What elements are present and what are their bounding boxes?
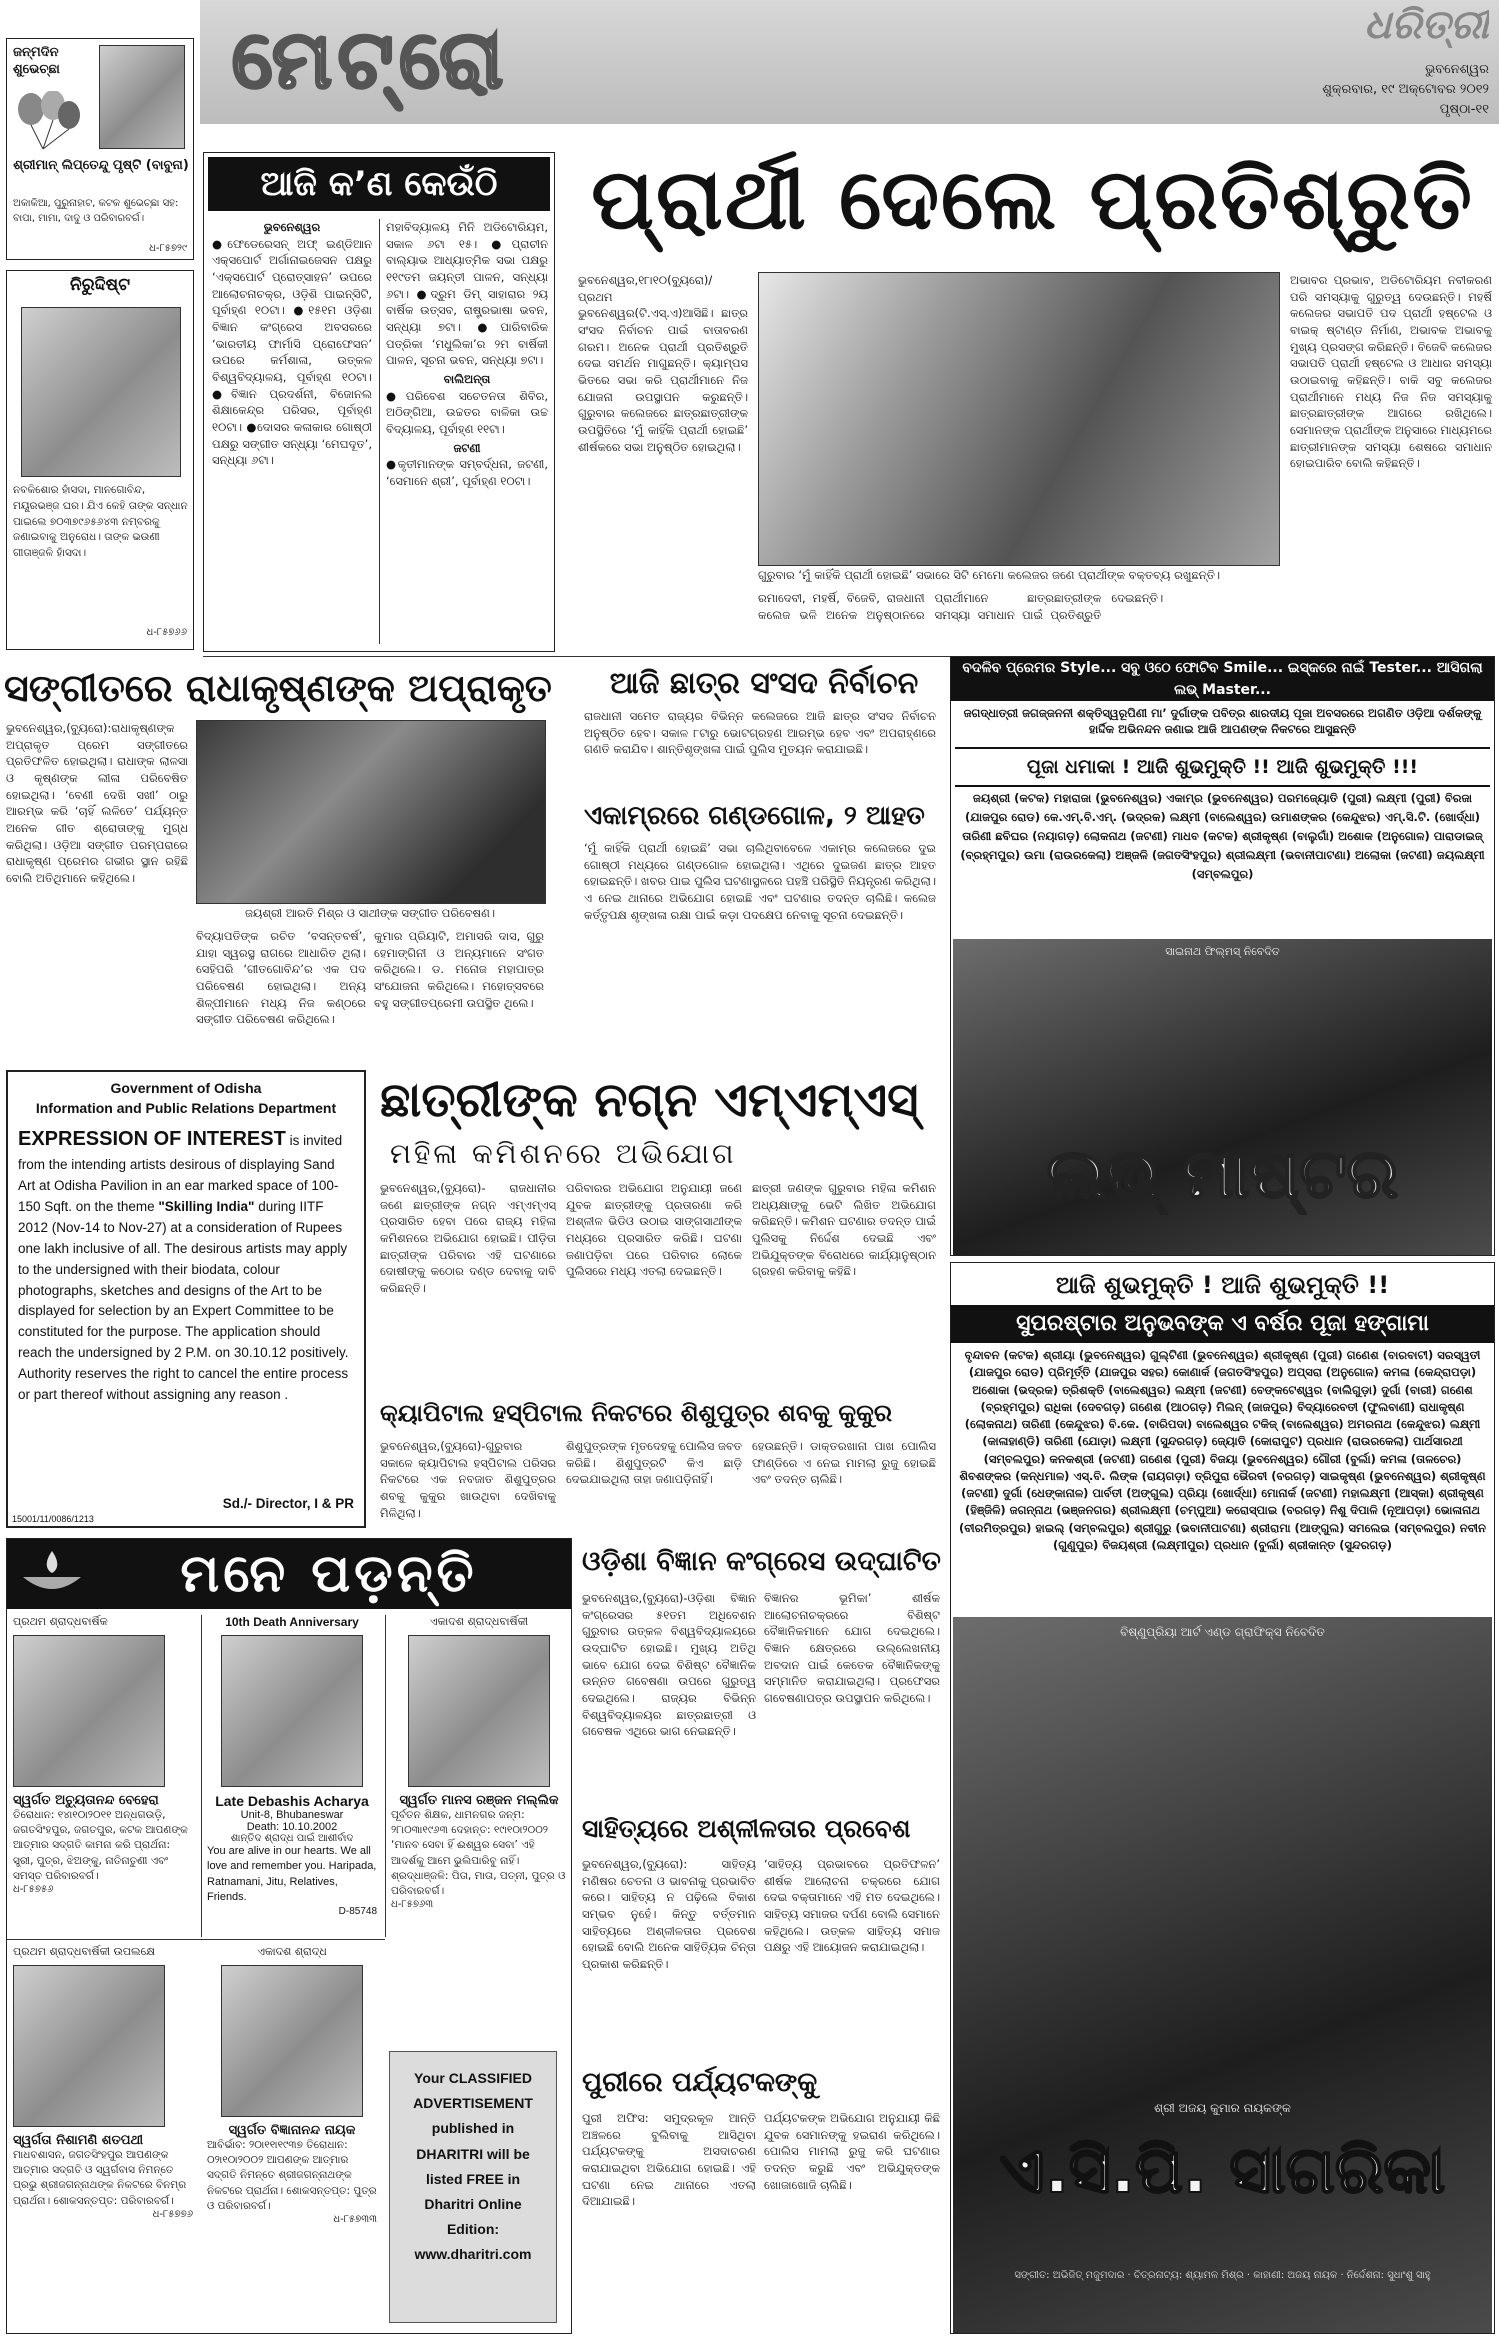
superstar-theatres: ବୃନ୍ଦାବନ (କଟକ) ଶ୍ରୀୟା (ଭୁବନେଶ୍ୱର) ଗୁଲ୍ଟିଣୀ (ଭୁବନେଶ୍ୱର) ଶ୍ରୀକୃଷ୍ଣ (ପୁରୀ) ଗଣେଶ (ବାରବାଟୀ) ସରସ୍ୱତୀ (ଯାଜପୁର ରୋଡ) ପ୍ରିମୂର୍ତ୍ତି (ଯାଜପୁର ସହର) କୋଣାର୍କ (ଜଗତସିଂହପୁର) ଅପ୍ସରା (ଅନୁଗୋଳ) କମଳା (କେନ୍ଦ୍ରାପଡ଼ା) ଅଶୋକା (ଭଦ୍ରକ) ତ୍ରିଶକ୍ତି (ବାଲେଶ୍ୱର) ଲକ୍ଷ୍ମୀ (ଜଟଣୀ) ବେଙ୍କଟେଶ୍ୱର (ବାଲିଗୁଡ଼ା) ଦୁର୍ଗା (ବାରୀ) ଗଣେଶ (ବ୍ରହ୍ମପୁର) ରାଧିକା (ଦେବଗଡ଼) ଗଣେଶ (ଆଠଗଡ଼) ମିଲନ୍ (ଜାଜପୁର) ବିଦ୍ୟାରେବତୀ (ଫୁଲବାଣୀ) ରାଧାକୃଷ୍ଣ (ଲୋକନାଥ) ତାରିଣୀ (କେନ୍ଦୁଝର) ବି.କେ. (ବାରିପଦା) ବାଲେଶ୍ୱର ଟକିଜ୍ (ବାଲେଶ୍ୱର) ଅମରନାଥ (କେନ୍ଦୁଝର) ଲକ୍ଷ୍ମୀ (କାଳାହାଣ୍ଡି) ତାରିଣୀ (ଯୋଡ଼ା) ଲକ୍ଷ୍ମୀ (ସୁନ୍ଦରଗଡ଼) ଜ୍ୟୋତି (କୋରାପୁଟ) ପ୍ରଧାନ (ରାଉରକେଲା) ପାର୍ଥସାରଥୀ (ସମ୍ବଲପୁର) କନକଶ୍ରୀ (ଜଟଣୀ) ଗଣେଶ (ପୁରୀ) ବିଜୟା (ଭୁବନେଶ୍ୱର) ଗୌରୀ (ବୁର୍ଲା) କମଳା (ତାଳଚେର) ଶିବଶଙ୍କର (କନ୍ଧମାଳ) ଏସ୍.ବି. ଲିଙ୍କ (ରାୟଗଡ଼ା) ତ୍ରିପୁରା ଭୈରବୀ (ବରଗଡ଼) ସାଇକୃଷ୍ଣ (ଭୁବନେଶ୍ୱର) ଶ୍ରୀକୃଷ୍ଣ (ଜଟଣୀ) ଦୁର୍ଗା (ଧେଙ୍କାନାଳ) ପାର୍ବତୀ (ଅଙ୍ଗୁଲ) ପ୍ରିୟା (ଖୋର୍ଦ୍ଧା) ମୋନାର୍କ (ଜଟଣୀ) ମହାଲକ୍ଷ୍ମୀ (ଆସ୍କା) ଶ୍ରୀକୃଷ୍ଣ (ହିଞ୍ଜିଳି) ଜଗନ୍ନାଥ (ଭଞ୍ଜନଗର) ଶ୍ରୀଲକ୍ଷ୍ମୀ (ଚମ୍ପୁଆ) କରୋସ୍ପାଇ (ବରଗଡ଼) ନିଶୁ ଦିପାଳି (ନୂଆପଡ଼ା) ଭୋଳାନାଥ (ବୀରମିତ୍ରପୁର) ହାଇଲ୍ (ସମ୍ବଲପୁର) ଶ୍ରୀଗୁରୁ (ଭବାନୀପାଟଣା) ଶ୍ରୀରାମା (ଆଙ୍ଗୁଲ) ସମଲେଇ (ସମ୍ବଲପୁର) ନବୀନ (ଗୁଣୁପୁର) ବିଜୟଶ୍ରୀ (ଲକ୍ଷ୍ମୀପୁର) ପ୍ରଧାନ (ବୁର୍ଲା) ଶ୍ରୀକାନ୍ତ (ସୁନ୍ଦରଗଡ଼) <box>959 1348 1486 1552</box>
dog-col1: ଭୁବନେଶ୍ୱର,(ବ୍ୟୁରୋ)-ଗୁରୁବାର ସକାଳେ କ୍ୟାପିଟାଲ ହସ୍ପିଟାଲ ପରିସର ନିକଟରେ ଏକ ନବଜାତ ଶିଶୁପୁତ୍ରର ଶବକୁ କୁକୁର ଖାଉଥିବା ଦେଖିବାକୁ ମିଳିଥିଲା। <box>380 1439 556 1520</box>
puri-col1: ପୁରୀ ଅଫିସ: ସମୁଦ୍ରକୂଳ ଆନ୍ତି ଅଞ୍ଚଳରେ ବୁଲିବାକୁ ଆସିଥିବା ପର୍ଯ୍ୟଟକଙ୍କୁ ଅସଦାଚରଣ କରାଯାଇଥିବା ଅଭିଯୋଗ ହୋଇଛି। ଏହି ଘଟଣା ନେଇ ଥାନାରେ ଏତଲା ଦିଆଯାଇଛି। <box>582 2111 756 2209</box>
p1-ref: ଧ-୮୫୭୫୬ <box>13 1884 54 1896</box>
eoi-org2: Information and Public Relations Department <box>35 1100 337 1116</box>
classified-l5: listed FREE in <box>425 2170 521 2187</box>
birthday-ref: ଧ-୮୫୭୨୯ <box>149 243 187 254</box>
section-title: ମେଟ୍ରୋ <box>232 13 510 106</box>
p4-photo <box>13 1965 165 2127</box>
music-col1: ଭୁବନେଶ୍ୱର,(ବ୍ୟୁରୋ):ରାଧାକୃଷ୍ଣଙ୍କ ଅପ୍ରାକୃତ ପ୍ରେମ ସଙ୍ଗୀତରେ ପ୍ରତିଫଳିତ ହୋଇଥିଲା। ରାଧାଙ୍କ ଲାଳସା ଓ କୃଷ୍ଣଙ୍କ ଲୀଳା ପରିବେଷିତ ହୋଇଥିଲା। ‘ବେଣୀ ଦେଖି ସଖୀ’ ଠାରୁ ଆରମ୍ଭ କରି ‘ଚାହିଁ ଲଳିତେ’ ପର୍ଯ୍ୟନ୍ତ ଅନେକ ଗୀତ ଶ୍ରୋତାଙ୍କୁ ମୁଗ୍ଧ କରିଥିଲା। ଓଡ଼ିଆ ସଙ୍ଗୀତ ପରମ୍ପରାରେ ରାଧାକୃଷ୍ଣ ପ୍ରେମର ଗଭୀର ସ୍ଥାନ ରହିଛି ବୋଲି ଅତିଥିମାନେ କହିଥିଲେ। <box>6 721 188 886</box>
music-col2: ବିଦ୍ୟାପତିଙ୍କ ରଚିତ ‘ବସନ୍ତବର୍ଷ’, ଯାହା ସ୍ୱରସ୍ଥ ରାଗରେ ଆଧାରିତ ଥିଲା। ସେହିପରି ‘ଗୀତଗୋବିନ୍ଦ’ର ଏକ ପଦ ପରିବେଷଣ ହୋଇଥିଲା। ଅନ୍ୟ ଶିଳ୍ପୀମାନେ ମଧ୍ୟ ନିଜ କଣ୍ଠରେ ସଙ୍ଗୀତ ପରିବେଷଣ କରିଥିଲେ। <box>196 929 366 1027</box>
birthday-name: ଶ୍ରୀମାନ୍ ଲିପ୍ତେନ୍ଦୁ ପୃଷ୍ଟି (ବାବୁନା) <box>13 158 189 173</box>
science-col1: ଭୁବନେଶ୍ୱର,(ବ୍ୟୁରୋ)-ଓଡ଼ିଶା ବିଜ୍ଞାନ କଂଗ୍ରେସର ୫୧ତମ ଅଧିବେଶନ ଗୁରୁବାର ଉତ୍କଳ ବିଶ୍ୱବିଦ୍ୟାଳୟରେ ଉଦ୍‌ଘାଟିତ ହୋଇଛି। ମୁଖ୍ୟ ଅତିଥି ଭାବେ ଯୋଗ ଦେଇ ବିଶିଷ୍ଟ ବୈଜ୍ଞାନିକ ଉନ୍ନତ ଗବେଷଣା ଉପରେ ଗୁରୁତ୍ୱ ଦେଇଥିଲେ। ରାଜ୍ୟର ବିଭିନ୍ନ ବିଶ୍ୱବିଦ୍ୟାଳୟର ଛାତ୍ରଛାତ୍ରୀ ଓ ଗବେଷକ ଏଥିରେ ଭାଗ ନେଇଛନ୍ତି। <box>582 1591 756 1739</box>
p2-label: 10th Death Anniversary <box>225 1615 359 1629</box>
masthead-date: ଶୁକ୍ରବାର, ୧୯ ଅକ୍ଟୋବର ୨୦୧୨ <box>1322 82 1489 97</box>
remembrance-header <box>7 1539 571 1609</box>
classified-l3: published in <box>431 2120 515 2137</box>
p2-text1: Unit-8, Bhubaneswar <box>240 1809 344 1821</box>
eoi-theme: "Skilling India" <box>158 1198 255 1214</box>
classified-l1: Your CLASSIFIED <box>414 2070 532 2086</box>
remembrance-person-4 <box>13 1945 193 2329</box>
classified-l7: Edition: <box>446 2221 500 2238</box>
parliament-sub-headline: ଏକାମ୍ରରେ ଗଣ୍ଡଗୋଳ, ୨ ଆହତ <box>584 801 925 831</box>
remembrance-person-1 <box>13 1615 193 1935</box>
eoi-title: EXPRESSION OF INTEREST <box>18 1128 286 1150</box>
p5-name: ସ୍ୱର୍ଗତ ବିଜ୍ଞାନାନନ୍ଦ ନାୟକ <box>228 2123 356 2138</box>
p3-label: ଏକାଦଶ ଶ୍ରାଦ୍ଧବାର୍ଷିକୀ <box>429 1615 529 1628</box>
music-headline: ସଙ୍ଗୀତରେ ରାଧାକୃଷ୍ଣଙ୍କ ଅପ୍ରାକୃତ <box>4 666 552 710</box>
birthday-notice <box>6 38 194 260</box>
events-col2-text: ମହାବିଦ୍ୟାଳୟ ମିନି ଅଡିଟୋରିୟମ, ସକାଳ ୬ଟା ୧୫। ●ପ୍ରାଚୀନ ବାଲ୍ୟାଭ ଆଧ୍ୟାତ୍ମିକ ସଭା ପକ୍ଷରୁ ୧୧୯ତମ ଜୟନ୍ତୀ ପାଳନ, ସନ୍ଧ୍ୟା ୬ଟା। ●ଦ୍ରୁମ ଡିମ୍ ସାହାରାର ୨ୟ ବାର୍ଷିକ ଉତ୍ସବ, ରାଷ୍ଟ୍ରଭାଷା ଭବନ, ସନ୍ଧ୍ୟା ୭ଟା। ●ପାରିବାରିକ ପତ୍ରିକା ‘ମଧୁଲିକା’ର ୨ମ ବାର୍ଷିକୀ ପାଳନ, ସୂଚନା ଭବନ, ସନ୍ଧ୍ୟା ୭ଟା। <box>386 220 548 368</box>
events-col2 <box>386 219 548 644</box>
p1-name: ସ୍ୱର୍ଗତ ଅଚ୍ୟୁତାନନ୍ଦ ବେହେରା <box>13 1793 159 1808</box>
missing-ref: ଧ-୮୫୭୬୬ <box>146 627 187 638</box>
eoi-org1: Government of Odisha <box>110 1080 262 1096</box>
remembrance-person-2 <box>207 1615 377 1935</box>
events-col2c-text: ●କୃତୀମାନଙ୍କ ସମ୍ବର୍ଦ୍ଧନା, ଜଟଣୀ, ‘ସେମାନେ ଶ୍ରୀ’, ପୂର୍ବାହ୍ଣ ୧୦ଟା। <box>386 457 548 489</box>
love-master-title: ଲଭ୍ ମାଷ୍ଟର <box>1046 1135 1399 1214</box>
events-col1-text: ●ଫେଡେରେସନ୍ ଅଫ୍ ଇଣ୍ଡିଆନ ଏକ୍ସପୋର୍ଟ ଅର୍ଗାନାଇଜେସନ ପକ୍ଷରୁ ‘ଏକ୍ସପୋର୍ଟ ପ୍ରୋତ୍ସାହନ’ ଉପରେ ଆଲୋଚନାଚକ୍ର, ଓଡ଼ିଶି ପାଇନ୍‌ସିଟି, ପୂର୍ବାହ୍ଣ ୧୦ଟା। ●୧୫୧ମ ଓଡ଼ିଶା ବିଜ୍ଞାନ କଂଗ୍ରେସ ଅବସରରେ ‘ଭାରତୀୟ ଫାର୍ମାସି ପ୍ରୋଫେସନ’ ଉପରେ କର୍ମଶାଳା, ଉତ୍କଳ ବିଶ୍ୱବିଦ୍ୟାଳୟ, ପୂର୍ବାହ୍ଣ ୧୦ଟା। ●ବିଜ୍ଞାନ ପ୍ରଦର୍ଶନୀ, ବିଜୋନଲ ଶିକ୍ଷାକେନ୍ଦ୍ର ପରିସର, ପୂର୍ବାହ୍ଣ ୧୦ଟା। ●ଦୋସର କଳାକାର ଗୋଷ୍ଠୀ ପକ୍ଷରୁ ସଙ୍ଗୀତ ସନ୍ଧ୍ୟା ‘ମେଘଦୂତ’, ସନ୍ଧ୍ୟା ୬ଟା। <box>212 236 372 468</box>
p1-label: ପ୍ରଥମ ଶ୍ରାଦ୍ଧବାର୍ଷିକ <box>13 1615 108 1628</box>
p4-name: ସ୍ୱର୍ଗତା ନିଶାମଣି ଶତପଥୀ <box>13 2133 144 2148</box>
lead-col-right: ଅଭାବର ପ୍ରଭାବ, ଅଡିଟୋରିୟମ ନବୀକରଣ ପରି ସମସ୍ୟାକୁ ଗୁରୁତ୍ୱ ଦେଉଛନ୍ତି। ମହର୍ଷି କଲେଜର ସଭାପତି ପଦ ପ୍ରାର୍ଥୀ ହଷ୍ଟେଲ ଓ ବାଇକ୍ ଷ୍ଟାଣ୍ଡ ନିର୍ମାଣ, ଅଭାବକ ଅଭାବକୁ ମୁଖ୍ୟ ପ୍ରସଙ୍ଗ କରିଛନ୍ତି। ବିଜେବି କଲେଜର ସଭାପତି ପ୍ରାର୍ଥୀ ହଷ୍ଟେଲ ଓ ଆଧାର ସମସ୍ୟା ଉଠାଇବାକୁ କହିଛନ୍ତି। ବାକି ସବୁ କଲେଜର ପ୍ରାର୍ଥୀମାନେ ମଧ୍ୟ ନିଜ ନିଜ ସମସ୍ୟାକୁ ଛାତ୍ରଛାତ୍ରୀଙ୍କ ଆଗରେ ରଖିଥିଲେ। ସେମାନଙ୍କ ପ୍ରାର୍ଥୀଙ୍କ ଅନୁସାରେ ମାଧ୍ୟମରେ ଛାତ୍ରୀମାନଙ୍କ ସମସ୍ୟା ଶେଷରେ ସମାଧାନ ହୋଇପାରିବ ବୋଲି କହିଛନ୍ତି। <box>1290 273 1492 471</box>
remembrance-title: ମନେ ପଡ଼ନ୍ତି <box>180 1544 478 1604</box>
eoi-body2: during IITF 2012 (Nov-14 to Nov-27) at a consideration of Rupees one lakh inclusive of all. The desirous artists may apply to the undersigned with their biodata, colour photographs, sketches and designs of the Art to be displayed for selection by an Expert Committee to be constituted for the purpose. The application should reach the undersigned by 2 P.M. on 30.10.12 positively. Authority reserves the right to cancel the entire process or part thereof without assigning any reason . <box>18 1198 349 1403</box>
science-headline: ଓଡ଼ିଶା ବିଜ୍ଞାନ କଂଗ୍ରେସ ଉଦ୍‌ଘାଟିତ <box>582 1546 941 1577</box>
masthead-page: ପୃଷ୍ଠା-୧୧ <box>1439 102 1489 117</box>
obscenity-col2: ‘ସାହିତ୍ୟ ପ୍ରଭାବରେ ପ୍ରତିଫଳନ’ ଶୀର୍ଷକ ଆଲୋଚନା ଚକ୍ରରେ ଯୋଗ ଦେଇ ବକ୍ତାମାନେ ଏହି ମତ ଦେଇଥିଲେ। ସାହିତ୍ୟ ସମାଜର ଦର୍ପଣ ବୋଲି ସେମାନେ କହିଥିଲେ। ଉତ୍କଳ ସାହିତ୍ୟ ସମାଜ ପକ୍ଷରୁ ଏହି ଆୟୋଜନ କରାଯାଇଥିଲା। <box>764 1857 940 1955</box>
p5-ref: ଧ-୮୫୭୩୩ <box>333 2214 377 2226</box>
events-box <box>203 152 555 652</box>
music-col3: କୁମାର ପ୍ରିୟାଟି, ଅମାସରି ଦାସ, ଗୁରୁ ହେମାଙ୍ଗିନୀ ଓ ଅନ୍ୟମାନେ ସଂଗତ କରିଥିଲେ। ଡ. ମନୋଜ ମହାପାତ୍ର ସଂଯୋଜନା କରିଥିଲେ। ମହୋତ୍ସବରେ ବହୁ ସଙ୍ଗୀତପ୍ରେମୀ ଉପସ୍ଥିତ ଥିଲେ। <box>374 929 544 1010</box>
p5-photo <box>221 1965 363 2117</box>
parliament-headline: ଆଜି ଛାତ୍ର ସଂସଦ ନିର୍ବାଚନ <box>609 666 919 701</box>
puja-theatres: ଜୟଶ୍ରୀ (କଟକ) ମହାରାଜା (ଭୁବନେଶ୍ୱର) ଏକାମ୍ର (ଭୁବନେଶ୍ୱର) ପରମଜ୍ୟୋତି (ପୁରୀ) ଲକ୍ଷ୍ମୀ (ପୁରୀ) ବିରଜା (ଯାଜପୁର ରୋଡ) କେ.ଏମ୍.ବି.ଏମ୍. (ଭଦ୍ରକ) ଲକ୍ଷ୍ମୀ (ବାଲେଶ୍ୱର) ଉମାଶଙ୍କର (କେନ୍ଦୁଝର) ଏମ୍.ସି.ଟି. (ଖୋର୍ଦ୍ଧା) ତାରିଣୀ ଛବିଘର (ନୟାଗଡ଼) ଲୋକନାଥ (ଜଟଣୀ) ମାଧବ (କଟକ) ଶ୍ରୀକୃଷ୍ଣ (ବାଲୁଗାଁ) ଅଶୋକ (ଅନୁଗୋଳ) ପାରାଡାଇଜ୍ (ବ୍ରହ୍ମପୁର) ଉମା (ରାଉରକେଲା) ଅଞ୍ଜଳି (ଜଗତସିଂହପୁର) ଶ୍ରୀଲକ୍ଷ୍ମୀ (ଭବାନୀପାଟଣା) ଅଲୋକା (ଜଟଣୀ) ଜୟଲକ୍ଷ୍ମୀ (ସମ୍ବଲପୁର) <box>960 791 1485 881</box>
events-city3: ଜଟଣୀ <box>453 440 481 455</box>
birthday-heading: ଜନ୍ମଦିନ ଶୁଭେଚ୍ଛା <box>13 45 60 77</box>
superstar-presenter: ବିଷ୍ଣୁପ୍ରିୟା ଆର୍ଟ ଏଣ୍ଡ ଗ୍ରାଫିକ୍ସ ନିବେଦିତ <box>1120 1625 1325 1639</box>
p4-ref: ଧ-୮୫୭୭୬ <box>152 2208 193 2220</box>
p3-text: ପୂର୍ବତନ ଶିକ୍ଷକ, ଧାମନଗର ଜନ୍ମ: ୨୮ା୦୩ା୧୯୬୩ ଦେହାନ୍ତ: ୧୯ା୧୦ା୨୦୦୨ ‘ମାନବ ସେବା ହିଁ ଈଶ୍ୱର ସେବା’ ଏହି ଆଦର୍ଶକୁ ଆମେ ଭୁଲିପାରିବୁ ନାହିଁ। ଶ୍ରଦ୍ଧାଞ୍ଜଳି: ପିତା, ମାତା, ପତ୍ନୀ, ପୁତ୍ର ଓ ପରିବାରବର୍ଗ। <box>391 1809 566 1898</box>
music-photo-caption: ଜୟଶ୍ରୀ ଆରତି ମିଶ୍ର ଓ ସାଥୀଙ୍କ ସଙ୍ଗୀତ ପରିବେଷଣ। <box>244 906 496 920</box>
events-col1 <box>212 219 372 644</box>
p5-text: ଆବିର୍ଭାବ: ୨୦ା୧୧ା୧୯୩୭ ତିରୋଧାନ: ୦୨ା୧୦ା୨୦୦୨ ଆପଣଙ୍କ ଆତ୍ମାର ସଦ୍‌ଗତି ନିମନ୍ତେ ଶ୍ରୀଜଗନ୍ନାଥଙ୍କ ନିକଟରେ ପ୍ରାର୍ଥନା। ଶୋକସନ୍ତପ୍ତ: ପୁତ୍ର ଓ ପରିବାରବର୍ଗ। <box>207 2139 377 2212</box>
science-col2: ବିଜ୍ଞାନର ଭୂମିକା’ ଶୀର୍ଷକ ଆଲୋଚନାଚକ୍ରରେ ବିଶିଷ୍ଟ ବୈଜ୍ଞାନିକମାନେ ଯୋଗ ଦେଇଥିଲେ। ବିଜ୍ଞାନ କ୍ଷେତ୍ରରେ ଉଲ୍ଲେଖନୀୟ ଅବଦାନ ପାଇଁ କେତେକ ବୈଜ୍ଞାନିକଙ୍କୁ ସମ୍ମାନିତ କରାଯାଇଥିଲା। ପ୍ରଫେସର ଗବେଷଣାପତ୍ର ଉପସ୍ଥାପନ କରିଥିଲେ। <box>764 1591 940 1706</box>
classified-l2: ADVERTISEMENT <box>413 2095 533 2112</box>
mms-col1: ଭୁବନେଶ୍ୱର,(ବ୍ୟୁରୋ)- ରାଜଧାନୀର ଜଣେ ଛାତ୍ରୀଙ୍କ ନଗ୍ନ ଏମ୍ଏମ୍ଏସ୍ ପ୍ରସାରିତ ହେବା ପରେ ରାଜ୍ୟ ମହିଳା କମିଶନରେ ଅଭିଯୋଗ ହୋଇଛି। ପୀଡ଼ିତା ଛାତ୍ରୀଙ୍କ ପରିବାର ଏହି ଘଟଣାରେ ଦୋଷୀଙ୍କୁ କଠୋର ଦଣ୍ଡ ଦେବାକୁ ଦାବି କରିଛନ୍ତି। <box>380 1181 556 1296</box>
lead-col1: ଭୁବନେଶ୍ୱର,୧୮ା୧୦(ବ୍ୟୁରୋ)/ ପ୍ରଥମ ଭୁବନେଶ୍ୱର(ଟି.ଏସ୍.ଏ)ଆସିଛି। ଛାତ୍ର ସଂସଦ ନିର୍ବାଚନ ପାଇଁ ବାତାବରଣ ଗରମ। ଅନେକ ପ୍ରାର୍ଥୀ ପ୍ରତିଶ୍ରୁତି ଦେଇ ସମର୍ଥନ ମାଗୁଛନ୍ତି। କ୍ୟାମ୍ପସ ଭିତରେ ସଭା କରି ପ୍ରାର୍ଥୀମାନେ ନିଜ ଯୋଜନା ଉପସ୍ଥାପନ କରୁଛନ୍ତି। ଗୁରୁବାର କଲେଜରେ ଛାତ୍ରଛାତ୍ରୀଙ୍କ ଉପସ୍ଥିତିରେ ‘ମୁଁ କାହିଁକି ପ୍ରାର୍ଥୀ ହୋଇଛି’ ଶୀର୍ଷକରେ ସଭା ଅନୁଷ୍ଠିତ ହୋଇଥିଲା। <box>578 273 748 454</box>
mms-col2: ପରିବାରର ଅଭିଯୋଗ ଅନୁଯାୟୀ ଜଣେ ଯୁବକ ଛାତ୍ରୀଙ୍କୁ ପ୍ରତାରଣା କରି ଅଶ୍ଳୀଳ ଭିଡିଓ ଉଠାଇ ସାଙ୍ଗସାଥୀଙ୍କ ମଧ୍ୟରେ ପ୍ରସାରିତ କରିଛି। ଘଟଣା ଜଣାପଡ଼ିବା ପରେ ପରିବାର ଲୋକେ ପୁଲିସରେ ମଧ୍ୟ ଏତଲା ଦେଇଛନ୍ତି। <box>566 1181 742 1279</box>
missing-heading: ନିରୁଦ୍ଦିଷ୍ଟ <box>70 275 130 295</box>
lead-col-bottom: ରମାଦେବୀ, ମହର୍ଷି, ବିଜେବି, ରାଜଧାନୀ କଲେଜ ଭଳି ଅନେକ ଅନୁଷ୍ଠାନରେ ପ୍ରାର୍ଥୀମାନେ ଛାତ୍ରଛାତ୍ରୀଙ୍କ ସମସ୍ୟା ସମାଧାନ ପାଇଁ ପ୍ରତିଶ୍ରୁତି ଦେଇଛନ୍ତି। <box>758 591 1164 622</box>
p5-label: ଏକାଦଶ ଶ୍ରାଦ୍ଧ <box>257 1945 327 1958</box>
classified-l6: Dharitri Online <box>424 2195 522 2212</box>
p4-text: ମାଧବଶାସନ, ଜଗତସିଂହପୁର ଆପଣଙ୍କ ଆତ୍ମାର ସଦ୍‌ଗତି ଓ ସ୍ୱର୍ଗବାସ ନିମନ୍ତେ ପ୍ରଭୁ ଶ୍ରୀଜଗନ୍ନାଥଙ୍କ ନିକଟରେ ବିନମ୍ର ପ୍ରାର୍ଥନା। ଶୋକସନ୍ତପ୍ତ: ପରିବାରବର୍ଗ। <box>13 2149 187 2207</box>
p2-text3: ଶାନ୍ତିଦ ଶ୍ରାଦ୍ଧ ପାଇଁ ଆଶୀର୍ବାଦ <box>230 1833 354 1844</box>
eoi-is: is <box>289 1133 300 1148</box>
obscenity-col1: ଭୁବନେଶ୍ୱର,(ବ୍ୟୁରୋ): ସାହିତ୍ୟ ମଣିଷର ଚେତନା ଓ ଭାବନାକୁ ପ୍ରଭାବିତ କରେ। ସାହିତ୍ୟ ନ ପଢ଼ିଲେ ବିକାଶ ସମ୍ଭବ ନୁହେଁ। କିନ୍ତୁ ବର୍ତ୍ତମାନ ସାହିତ୍ୟରେ ଅଶ୍ଳୀଳତାର ପ୍ରବେଶ ହୋଇଛି ବୋଲି ଅନେକ ସାହିତ୍ୟିକ ଚିନ୍ତା ପ୍ରକାଶ କରିଛନ୍ତି। <box>582 1857 756 1972</box>
lead-headline: ପ୍ରାର୍ଥୀ ଦେଲେ ପ୍ରତିଶ୍ରୁତି <box>591 150 1474 248</box>
obscenity-headline: ସାହିତ୍ୟରେ ଅଶ୍ଳୀଳତାର ପ୍ରବେଶ <box>582 1814 911 1843</box>
remembrance-person-5 <box>207 1945 377 2329</box>
puja-studio: ସାଇନାଥ ଫିଲ୍ମସ୍ ନିବେଦିତ <box>1165 945 1280 958</box>
p2-text4: You are alive in our hearts. We all love and remember you. Haripada, Ratnamani, Jitu, Relatives, Friends. <box>207 1845 377 1904</box>
events-heading: ଆଜି କ’ଣ କେଉଁଠି <box>208 157 550 211</box>
events-col2b-text: ●ପରିବେଶ ସଚେତନତା ଶିବିର, ଅଠିଙ୍ଗିଆ, ଉଚ୍ଚତର ବାଳିକା ଉଚ୍ଚ ବିଦ୍ୟାଳୟ, ପୂର୍ବାହ୍ଣ ୧୧ଟା। <box>386 388 548 437</box>
parliament-body: ରାଜଧାନୀ ସମେତ ରାଜ୍ୟର ବିଭିନ୍ନ କଲେଜରେ ଆଜି ଛାତ୍ର ସଂସଦ ନିର୍ବାଚନ ଅନୁଷ୍ଠିତ ହେବ। ସକାଳ ୮ଟାରୁ ଭୋଟଗ୍ରହଣ ଆରମ୍ଭ ହେବ ଏବଂ ଅପରାହ୍ଣରେ ଗଣତି କରାଯିବ। ଶାନ୍ତିଶୃଙ୍ଖଳା ପାଇଁ ପୁଲିସ ମୁତୟନ କରାଯାଇଛି। <box>584 709 936 757</box>
masthead-city: ଭୁବନେଶ୍ୱର <box>1425 62 1489 77</box>
acp-credits: ସଙ୍ଗୀତ: ଅଭିଜିତ୍ ମଜୁମଦାର · ଚିତ୍ରନାଟ୍ୟ: ଶ୍ୟାମଳ ମିଶ୍ର · କାହାଣୀ: ଅଜୟ ନାୟକ · ନିର୍ଦ୍ଦେଶନା: ସୁଧାଂଶୁ ସାହୁ <box>1014 2270 1431 2281</box>
acp-poster <box>953 1617 1492 2333</box>
p3-name: ସ୍ୱର୍ଗତ ମାନସ ରଞ୍ଜନ ମଲ୍ଲିକ <box>399 1793 559 1808</box>
p2-photo <box>221 1635 363 1787</box>
eoi-body <box>18 1124 354 1454</box>
birthday-photo <box>99 45 185 149</box>
paper-logo: ଧରିତ୍ରୀ <box>1364 2 1489 48</box>
p4-label: ପ୍ରଥମ ଶ୍ରାଦ୍ଧବାର୍ଷିକୀ ଉପଲକ୍ଷେ <box>13 1945 155 1958</box>
mms-headline: ଛାତ୍ରୀଙ୍କ ନଗ୍ନ ଏମ୍ଏମ୍ଏସ୍ <box>380 1072 919 1128</box>
p3-ref: ଧ-୮୫୭୬୩ <box>391 1899 434 1911</box>
puja-ad <box>950 656 1495 1256</box>
p2-name: Late Debashis Acharya <box>215 1793 369 1809</box>
eoi-body1: invited from the intending artists desirous of displaying Sand Art at Odisha Pavilion in an ear marked space of 100-150 Sqft. on the theme <box>18 1133 343 1214</box>
balloons-icon <box>13 91 83 151</box>
mms-sub: ମହିଳା କମିଶନରେ ଅଭିଯୋଗ <box>390 1137 737 1170</box>
diya-icon <box>17 1547 87 1601</box>
eoi-notice <box>6 1070 366 1528</box>
p1-text: ତିରୋଧାନ: ୧୪ା୧୦ା୨୦୧୧ ଅନ୍ଧଗଉଡ଼ି, ଜଗତସିଂହପୁର, ଜଗତପୁର, କଟକ ଆପଣଙ୍କ ଆତ୍ମାର ସଦ୍‌ଗତି କାମନା କରି ପ୍ରାର୍ଥନା: ସ୍ତ୍ରୀ, ପୁତ୍ର, ଝିଅଙ୍କୁ, ନାତିନାତୁଣୀ ଏବଂ ସମସ୍ତ ପରିବାରବର୍ଗ। <box>13 1809 188 1882</box>
lead-photo <box>758 272 1280 566</box>
remembrance-person-3 <box>391 1615 567 1935</box>
p3-photo <box>408 1635 550 1787</box>
love-master-poster <box>953 939 1492 1255</box>
superstar-sub: ସୁପରଷ୍ଟାର ଅନୁଭବଙ୍କ ଏ ବର୍ଷର ପୂଜା ହଙ୍ଗାମା <box>951 1305 1494 1343</box>
lead-photo-caption: ଗୁରୁବାର ‘ମୁଁ କାହିଁକି ପ୍ରାର୍ଥୀ ହୋଇଛି’ ସଭାରେ ସିଟି ମେମୋ କଲେଜର ଜଣେ ପ୍ରାର୍ଥୀଙ୍କ ବକ୍ତବ୍ୟ ରଖୁଛନ୍ତି। <box>758 568 1221 582</box>
p2-ref: D-85748 <box>338 1905 377 1917</box>
superstar-ad <box>950 1262 1495 2334</box>
masthead <box>200 0 1499 128</box>
dog-col3: ହେଉଛନ୍ତି। ଡାକ୍ତରଖାନା ପାଖ ପୋଲିସ ଫାଣ୍ଡିରେ ଏ ନେଇ ମାମଲା ରୁଜୁ ହୋଇଛି ଏବଂ ତଦନ୍ତ ଚାଲିଛି। <box>752 1439 936 1487</box>
dog-col2: ଶିଶୁପୁତ୍ରଙ୍କ ମୃତଦେହକୁ ପୋଲିସ ଜବତ କରିଛି। ଶିଶୁପୁତ୍ରଟି କିଏ ଛାଡ଼ି ଦେଇଯାଇଥିଲା ତାହା ଜଣାପଡ଼ିନାହିଁ। <box>566 1439 742 1487</box>
p1-photo <box>13 1635 165 1787</box>
events-city2: ବାଲିଅନ୍ତା <box>443 372 491 387</box>
classified-l4: DHARITRI will be <box>416 2145 530 2162</box>
events-city1: ଭୁବନେଶ୍ୱର <box>263 220 321 234</box>
classified-l8[interactable]: www.dharitri.com <box>414 2246 532 2263</box>
classified-box <box>389 2051 557 2323</box>
eoi-ref: 15001/11/0086/1213 <box>12 1514 94 1524</box>
remembrance-box <box>6 1538 572 2334</box>
missing-photo <box>21 307 181 477</box>
superstar-top: ଆଜି ଶୁଭମୁକ୍ତି ! ଆଜି ଶୁଭମୁକ୍ତି !! <box>1055 1271 1390 1299</box>
acp-film-title: ଏ.ସି.ପି. ସାଗରିକା <box>999 2134 1446 2208</box>
birthday-text: ଅକାକିଆ, ପୁରୁନାହାଟ, କଟକ ଶୁଭେଚ୍ଛା ସହ: ବାପା, ମାମା, ଦାଦୁ ଓ ପରିବାରବର୍ଗ। <box>13 198 179 224</box>
missing-text: ନବକିଶୋର ହାଁସଦା, ମାନଗୋବିନ୍ଦ, ମୟୂରଭଞ୍ଜ ଘର। ଯିଏ କେହି ତାଙ୍କ ସନ୍ଧାନ ପାଇଲେ ୭୦୩୭୯୬୫୬୪୩ ନମ୍ବରକୁ ଜଣାଇବାକୁ ଅନୁରୋଧ। ତାଙ୍କ ଭଉଣୀ ଗୀତାଞ୍ଜଳି ହାଁସଦା। <box>13 484 188 559</box>
parliament-sub-body: ‘ମୁଁ କାହିଁକି ପ୍ରାର୍ଥୀ ହୋଇଛି’ ସଭା ଚାଲିଥିବାବେଳେ ଏକାମ୍ର କଲେଜରେ ଦୁଇ ଗୋଷ୍ଠୀ ମଧ୍ୟରେ ଗଣ୍ଡଗୋଳ ହୋଇଥିଲା। ଏଥିରେ ଦୁଇଜଣ ଛାତ୍ର ଆହତ ହୋଇଛନ୍ତି। ଖବର ପାଇ ପୁଲିସ ଘଟଣାସ୍ଥଳରେ ପହଞ୍ଚି ପରିସ୍ଥିତି ନିୟନ୍ତ୍ରଣ କରିଥିଲା। ଏ ନେଇ ଥାନାରେ ଅଭିଯୋଗ ହୋଇଛି ଏବଂ ଘଟଣାର ତଦନ୍ତ ଚାଲିଛି। କଲେଜ କର୍ତ୍ତୃପକ୍ଷ ଶୃଙ୍ଖଳା ରକ୍ଷା ପାଇଁ କଡ଼ା ପଦକ୍ଷେପ ନେବାକୁ ସୂଚନା ଦେଇଛନ୍ତି। <box>584 841 936 922</box>
superstar-director-line: ଶ୍ରୀ ଅଜୟ କୁମାର ନାୟକଙ୍କ <box>1154 2101 1291 2115</box>
puri-col2: ପର୍ଯ୍ୟଟକଙ୍କ ଅଭିଯୋଗ ଅନୁଯାୟୀ କିଛି ଯୁବକ ସେମାନଙ୍କୁ ହଇରାଣ କରିଥିଲେ। ପୋଲିସ ମାମଲା ରୁଜୁ କରି ଘଟଣାର ତଦନ୍ତ କରୁଛି ଏବଂ ଅଭିଯୁକ୍ତଙ୍କ ଖୋଜାଖୋଜି ଚାଲିଛି। <box>764 2111 940 2192</box>
puja-banner: ପୂଜା ଧମାକା ! ଆଜି ଶୁଭମୁକ୍ତି !! ଆଜି ଶୁଭମୁକ୍ତି !!! <box>955 747 1490 787</box>
missing-notice <box>6 270 194 650</box>
music-photo <box>196 720 546 904</box>
puja-top-line: ବଦଳିବ ପ୍ରେମର Style... ସବୁ ଓଠେ ଫୋଟିବ Smile... ଇସ୍କରେ ନାଇଁ Tester... ଆସିଗଲା ଲଭ୍ Master... <box>951 657 1494 701</box>
dog-headline: କ୍ୟାପିଟାଲ ହସ୍ପିଟାଲ ନିକଟରେ ଶିଶୁପୁତ୍ର ଶବକୁ କୁକୁର <box>380 1399 893 1427</box>
p2-text2: Death: 10.10.2002 <box>246 1821 338 1833</box>
puja-line2: ଜଗଦ୍ଧାତ୍ରୀ ଜଗଜ୍ଜନନୀ ଶକ୍ତିସ୍ୱରୂପିଣୀ ମା’ ଦୁର୍ଗାଙ୍କ ପବିତ୍ର ଶାରଦୀୟ ପୂଜା ଅବସରରେ ଅଗଣିତ ଓଡ଼ିଆ ଦର୍ଶକଙ୍କୁ ହାର୍ଦ୍ଦିକ ଅଭିନନ୍ଦନ ଜଣାଇ ଆଜି ଆପଣଙ୍କ ନିକଟରେ ଆସୁଛନ୍ତି <box>963 706 1482 737</box>
eoi-signature: Sd./- Director, I & PR <box>222 1496 354 1511</box>
mms-col3: ଛାତ୍ରୀ ଜଣଙ୍କ ଗୁରୁବାର ମହିଳା କମିଶନ ଅଧ୍ୟକ୍ଷାଙ୍କୁ ଭେଟି ଲିଖିତ ଅଭିଯୋଗ କରିଛନ୍ତି। କମିଶନ ଘଟଣାର ତଦନ୍ତ ପାଇଁ ପୁଲିସକୁ ନିର୍ଦ୍ଦେଶ ଦେଇଛି ଏବଂ ଅଭିଯୁକ୍ତଙ୍କ ବିରୋଧରେ କାର୍ଯ୍ୟାନୁଷ୍ଠାନ ଗ୍ରହଣ କରିବାକୁ କହିଛି। <box>752 1181 936 1279</box>
puri-headline: ପୁରୀରେ ପର୍ଯ୍ୟଟକଙ୍କୁ <box>582 2067 818 2098</box>
